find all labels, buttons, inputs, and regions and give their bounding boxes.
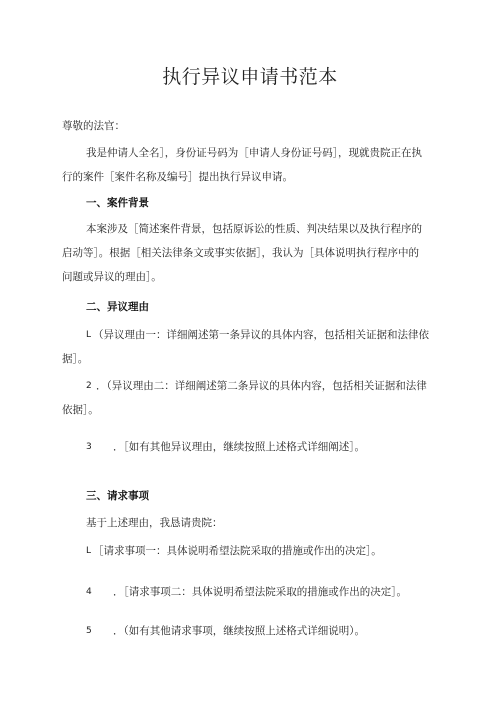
reason-3-marker: 3	[86, 442, 92, 452]
reason-1-line-2: 据］。	[62, 353, 89, 365]
request-3-marker: 5	[86, 626, 92, 636]
request-2-line-1: ．［请求事项二：具体说明希望法院采取的措施或作出的决定］。	[113, 586, 407, 598]
section-3-intro: 基于上述理由，我恳请贵院：	[86, 517, 223, 529]
section-1-heading: 一、案件背景	[86, 197, 149, 209]
request-1-line-1: ［请求事项一：具体说明希望法院采取的措施或作出的决定］。	[93, 545, 382, 557]
section-2-heading: 二、异议理由	[86, 301, 149, 313]
request-2-marker: 4	[86, 587, 92, 597]
reason-2-line-2: 依据］。	[62, 404, 99, 416]
section-1-line-3: 问题或异议的理由］。	[62, 271, 162, 283]
reason-1-marker: L	[86, 330, 92, 340]
document-title: 执行异议申请书范本	[162, 66, 338, 88]
salutation: 尊敬的法官：	[62, 120, 125, 132]
reason-2-marker: 2	[86, 381, 92, 391]
reason-3-line-1: ．［如有其他异议理由，继续按照上述格式详细阐述］。	[113, 441, 365, 453]
section-1-line-1: 本案涉及［简述案件背景，包括原诉讼的性质、判决结果以及执行程序的	[86, 223, 422, 235]
section-3-heading: 三、请求事项	[86, 490, 149, 502]
intro-line-1: 我是仲请人全名］，身份证号码为［申请人身份证号码］，现就贵院正在执	[86, 147, 422, 159]
request-1-marker: L	[86, 546, 92, 556]
reason-2-line-1: ．（异议理由二：详细阐述第二条异议的具体内容，包括相关证据和法律	[96, 380, 427, 392]
reason-1-line-1: （异议理由一：详细阐述第一条异议的具体内容，包括相关证据和法律依	[93, 329, 429, 341]
intro-line-2: 行的案件［案件名称及编号］提出执行异议申请。	[62, 171, 293, 183]
request-3-line-1: ．（如有其他请求事项，继续按照上述格式详细说明）。	[113, 625, 365, 637]
section-1-line-2: 启动等］。根据［相关法律条文或事实依据］，我认为［具体说明执行程序中的	[62, 247, 419, 259]
